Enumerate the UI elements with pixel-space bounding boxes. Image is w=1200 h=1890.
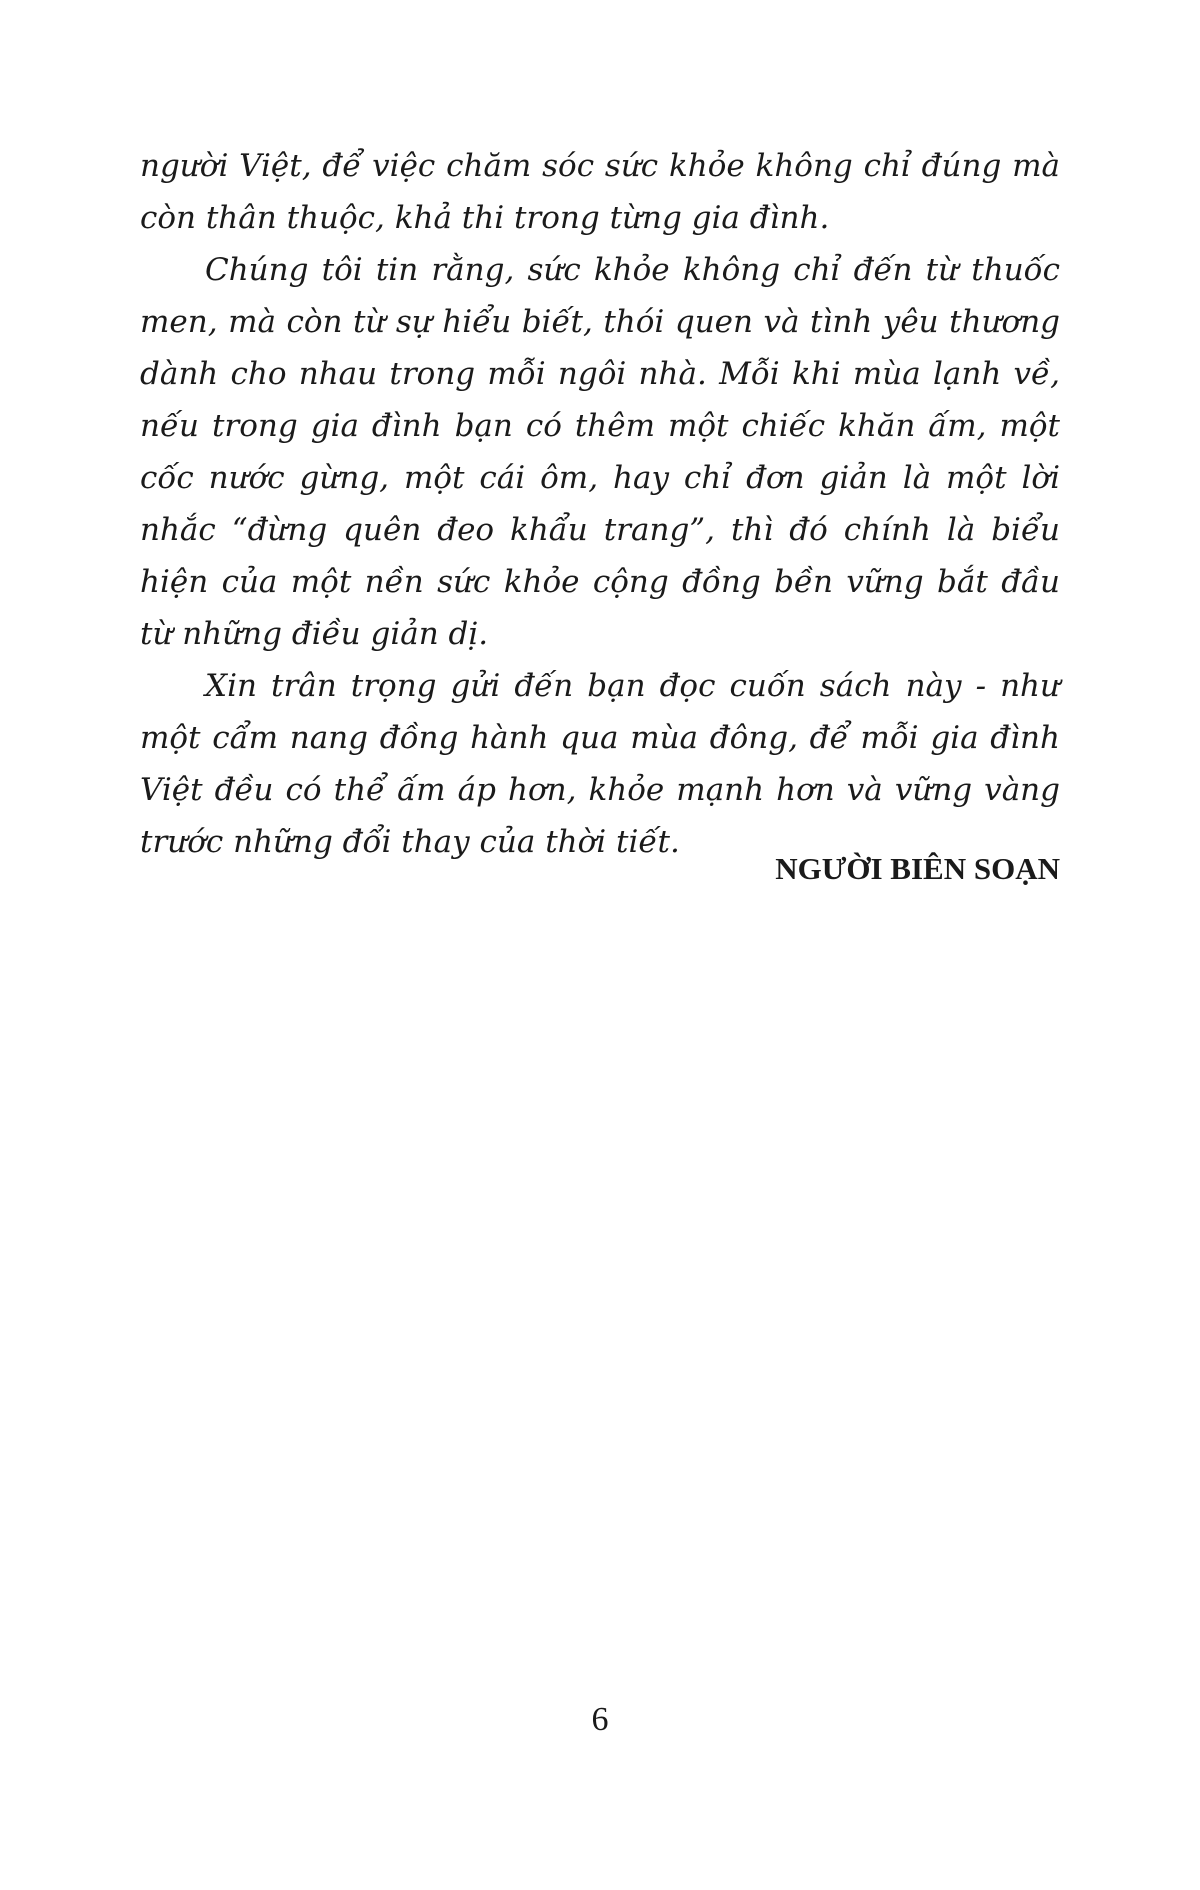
paragraph-dedication: Xin trân trọng gửi đến bạn đọc cuốn sách này - như một cẩm nang đồng hành qua mùa đông, để mỗi gia đình Việt đều có thể ấm áp hơn, khỏe mạnh hơn và vững vàng trước những đổi thay của thời tiết. bbox=[140, 668, 1060, 860]
paragraph-continuation: người Việt, để việc chăm sóc sức khỏe không chỉ đúng mà còn thân thuộc, khả thi trong từng gia đình. bbox=[140, 148, 1060, 236]
paragraph-health-belief: Chúng tôi tin rằng, sức khỏe không chỉ đến từ thuốc men, mà còn từ sự hiểu biết, thói quen và tình yêu thương dành cho nhau trong mỗi ngôi nhà. Mỗi khi mùa lạnh về, nếu trong gia đình bạn có thêm một chiếc khăn ấm, một cốc nước gừng, một cái ôm, hay chỉ đơn giản là một lời nhắc “đừng quên đeo khẩu trang”, thì đó chính là biểu hiện của một nền sức khỏe cộng đồng bền vững bắt đầu từ những điều giản dị. bbox=[140, 252, 1060, 652]
author-signature: NGƯỜI BIÊN SOẠN bbox=[775, 851, 1060, 886]
body-text bbox=[140, 140, 1060, 868]
page-number: 6 bbox=[591, 1701, 609, 1738]
